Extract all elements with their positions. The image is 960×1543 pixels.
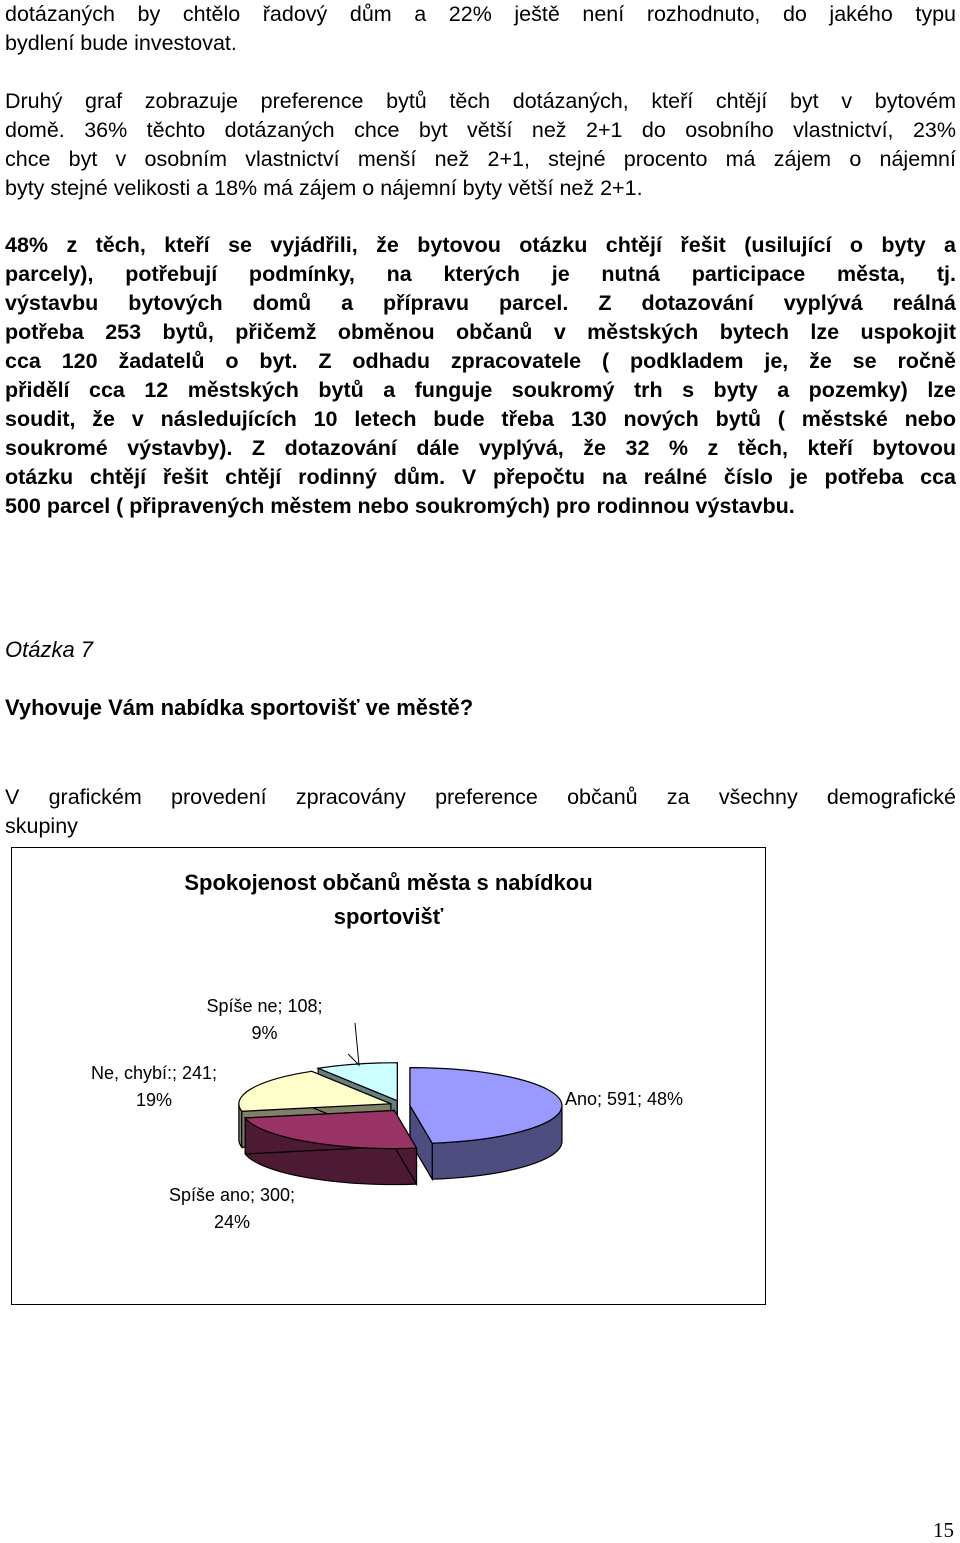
paragraph-chart-intro (5, 783, 956, 841)
pie-data-label-line: Ne, chybí:; 241; (90, 1063, 218, 1083)
paragraph-flat-preferences (5, 87, 956, 203)
pie-data-label (147, 1182, 317, 1236)
pie-data-label-line: 19% (135, 1090, 173, 1110)
paragraph-line: soukromé výstavby). Z dotazování dále vyplývá, že 32 % z těch, kteří bytovou (5, 436, 956, 460)
paragraph-line: V grafickém provedení zpracovány preference občanů za všechny demografické (5, 785, 956, 809)
paragraph-housing-needs (5, 231, 956, 521)
paragraph-line: domě. 36% těchto dotázaných chce byt větší než 2+1 do osobního vlastnictví, 23% (5, 118, 956, 142)
paragraph-line: chce byt v osobním vlastnictví menší než 2+1, stejné procento má zájem o nájemní (5, 147, 956, 171)
pie-data-label (192, 993, 337, 1047)
paragraph-line: skupiny (5, 814, 78, 838)
page-number: 15 (933, 1518, 954, 1542)
paragraph-line: cca 120 žadatelů o byt. Z odhadu zpracovatele ( podkladem je, že se ročně (5, 349, 956, 373)
paragraph-line: 48% z těch, kteří se vyjádřili, že bytovou otázku chtějí řešit (usilující o byty a (5, 233, 956, 257)
pie-data-label (549, 1086, 699, 1113)
paragraph-line: Druhý graf zobrazuje preference bytů těch dotázaných, kteří chtějí byt v bytovém (5, 89, 956, 113)
pie-data-label-line: 24% (213, 1212, 251, 1232)
paragraph-line: 500 parcel ( připravených městem nebo soukromých) pro rodinnou výstavbu. (5, 494, 795, 518)
paragraph-line: bydlení bude investovat. (5, 31, 237, 55)
paragraph-line: dotázaných by chtělo řadový dům a 22% ještě není rozhodnuto, do jakého typu (5, 2, 956, 26)
paragraph-line: byty stejné velikosti a 18% má zájem o nájemní byty větší než 2+1. (5, 176, 643, 200)
pie-chart-frame (11, 847, 766, 1305)
pie-data-label-line: Ano; 591; 48% (564, 1089, 684, 1109)
pie-data-label-line: 9% (251, 1023, 278, 1043)
paragraph-line: parcely), potřebují podmínky, na kterých je nutná participace města, tj. (5, 262, 956, 286)
paragraph-line: potřeba 253 bytů, přičemž obměnou občanů v městských bytech lze uspokojit (5, 320, 956, 344)
pie-data-label-line: Spíše ne; 108; (206, 996, 323, 1016)
leader-line (348, 1023, 359, 1065)
question-label: Otázka 7 (5, 637, 94, 662)
paragraph-line: výstavbu bytových domů a přípravu parcel. Z dotazování vyplývá reálná (5, 291, 956, 315)
chart-title-line: Spokojenost občanů města s nabídkou (184, 870, 593, 895)
paragraph-housing-intro (5, 0, 956, 58)
paragraph-line: přidělí cca 12 městských bytů a funguje soukromý trh s byty a pozemky) lze (5, 378, 956, 402)
pie-data-label-line: Spíše ano; 300; (168, 1185, 296, 1205)
chart-title-line: sportovišť (333, 904, 444, 929)
paragraph-line: otázku chtějí řešit chtějí rodinný dům. V přepočtu na reálné číslo je potřeba cca (5, 465, 956, 489)
pie-data-label (74, 1060, 234, 1114)
question-text: Vyhovuje Vám nabídka sportovišť ve městě? (5, 695, 474, 720)
paragraph-line: soudit, že v následujících 10 letech bude třeba 130 nových bytů ( městské nebo (5, 407, 956, 431)
